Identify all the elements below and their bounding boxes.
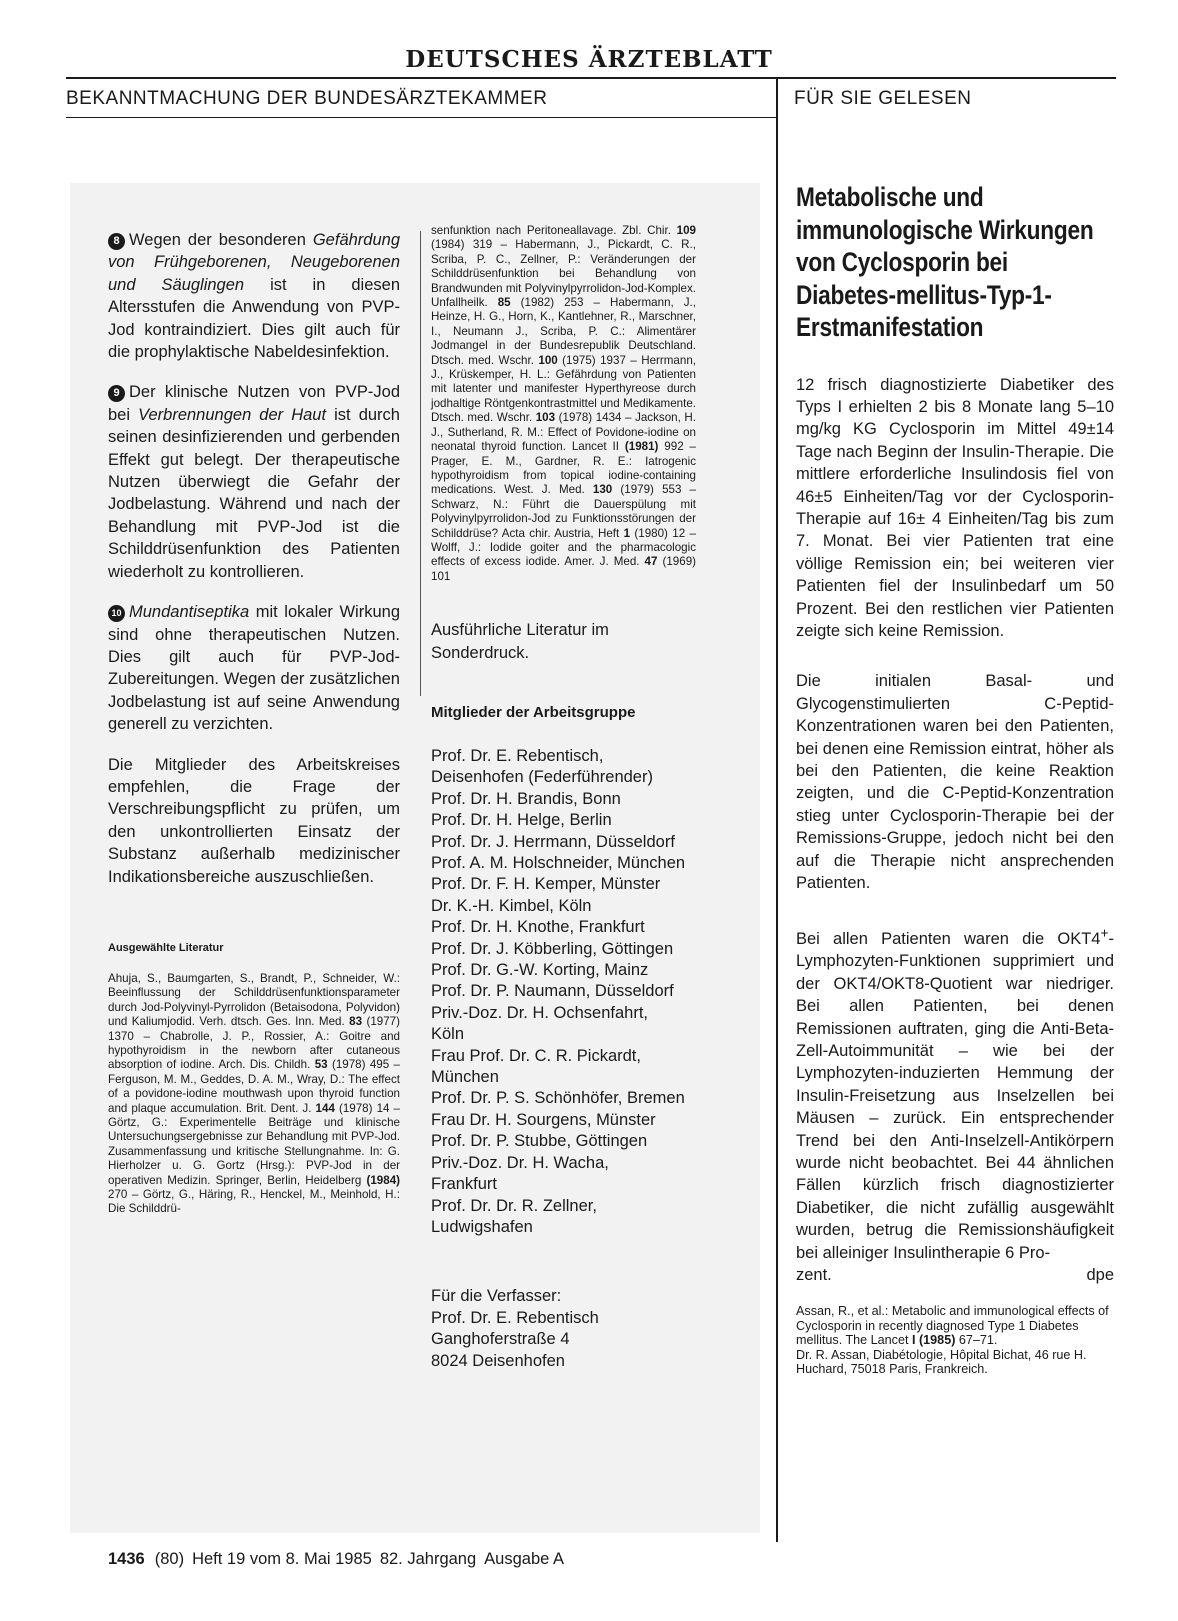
references-left: Ahuja, S., Baumgarten, S., Brandt, P., Schneider, W.: Beeinflussung der Schilddrüsenfunktionsparameter durch Jod-Polyvinyl-Pyrrolidon (Betaisodona, Polyvidon) und Kaliumjodid. Verh. dtsch. Ges. Inn. Med. 83 (1977) 1370 – Chabrolle, J. P., Rossier, A.: Goitre and hypothyroidism in the newborn after cutaneous absorption of iodine. Arch. Dis. Childh. 53 (1978) 495 – Ferguson, M. M., Geddes, D. A. M., Wray, D.: The effect of a povidone-iodine mouthwash upon thyroid function and plaque accumulation. Brit. Dent. J. 144 (1978) 14 – Görtz, G.: Experimentelle Beiträge und klinische Untersuchungsergebnisse zur Behandlung mit PVP-Jod. Zusammenfassung und kritische Stellungnahme. In: G. Hierholzer u. G. Gortz (Hrsg.): PVP-Jod in der operativen Medizin. Springer, Berlin, Heidelberg (1984) 270 – Görtz, G., Häring, R., Henckel, M., Meinhold, H.: Die Schilddrü- xyxy=(108,971,401,1216)
left-column xyxy=(108,229,400,1217)
members-heading: Mitglieder der Arbeitsgruppe xyxy=(431,703,636,721)
article-paragraph-1: 12 frisch diagnostizierte Diabetiker des Typs I erhielten 2 bis 8 Monate lang 5–10 mg/kg KG Cyclosporin im Mittel 49±14 Tage nach Beginn der Insulin-Therapie. Die mittlere erforderliche Insulindosis fiel von 46±5 Einheiten/Tag vor der Cyclosporin-Therapie auf 16± 4 Einheiten/Tag bis zum 7. Monat. Bei vier Patienten trat eine völlige Remission ein; bei weiteren vier Patienten fiel der Insulinbedarf um 50 Prozent. Bei den restlichen vier Patienten zeigte sich keine Remission. xyxy=(796,375,1114,640)
author-line: Für die Verfasser: xyxy=(431,1287,562,1306)
article-source: Assan, R., et al.: Metabolic and immunological effects of Cyclosporin in recently diagnosed Type 1 Diabetes mellitus. The Lancet I (1985) 67–71. Dr. R. Assan, Diabétologie, Hôpital Bichat, 46 rue H. Huchard, 75018 Paris, Frankreich. xyxy=(796,1304,1109,1377)
member-item: Deisenhofen (Federführender) xyxy=(431,768,653,787)
number-badge-9: 9 xyxy=(108,385,125,402)
literature-heading: Ausgewählte Literatur xyxy=(108,941,224,954)
member-item: Frankfurt xyxy=(431,1175,498,1194)
further-reading: Ausführliche Literatur im Sonderdruck. xyxy=(431,621,609,662)
page-footer xyxy=(108,1550,572,1569)
paragraph-10-text: Mundantiseptika mit lokaler Wirkung sind ohne therapeutischen Nutzen. Dies gilt auch für PVP-Jod-Zubereitungen. Wegen der zusätzlichen Jodbelastung ist auf seine Anwendung generell zu verzichten. xyxy=(108,603,400,734)
author-line: 8024 Deisenhofen xyxy=(431,1351,565,1370)
number-badge-8: 8 xyxy=(108,233,125,250)
member-item: Prof. Dr. H. Knothe, Frankfurt xyxy=(431,918,645,937)
page-number: 1436 xyxy=(108,1550,145,1568)
author-signature: dpe xyxy=(1086,1266,1114,1285)
recommendation-paragraph: Die Mitglieder des Arbeitskreises empfehlen, die Frage der Verschreibungspflicht zu prüfen, um den unkontrollierten Einsatz der Substanz außerhalb medizinischer Indikationsbereiche auszuschließen. xyxy=(108,755,400,886)
member-item: Prof. Dr. P. Naumann, Düsseldorf xyxy=(431,982,674,1001)
edition-info: Ausgabe A xyxy=(484,1550,564,1568)
member-item: Frau Dr. H. Sourgens, Münster xyxy=(431,1110,656,1129)
paragraph-9-text: Der klinische Nutzen von PVP-Jod bei Verbrennungen der Haut ist durch seinen desinfizierenden und gerbenden Effekt gut belegt. Der therapeutische Nutzen überwiegt die Gefahr der Jodbelastung. Während und nach der Behandlung mit PVP-Jod ist die Schilddrüsenfunktion des Patienten wiederholt zu kontrollieren. xyxy=(108,383,400,581)
author-line: Ganghoferstraße 4 xyxy=(431,1330,570,1349)
member-item: Ludwigshafen xyxy=(431,1217,533,1236)
member-item: Prof. Dr. J. Köbberling, Göttingen xyxy=(431,939,674,958)
article-paragraph-3 xyxy=(796,922,1114,1264)
section-rule xyxy=(66,117,776,118)
article-headline: Metabolische und immunologische Wirkungen von Cyclosporin bei Diabetes-mellitus-Typ-1-Erstmanifestation xyxy=(796,182,1094,342)
member-item: Prof. Dr. P. S. Schönhöfer, Bremen xyxy=(431,1089,685,1108)
issue-info: Heft 19 vom 8. Mai 1985 xyxy=(192,1550,372,1568)
header-rule xyxy=(66,77,1116,79)
article-paragraph-3-end xyxy=(796,1264,1114,1286)
member-item: Dr. K.-H. Kimbel, Köln xyxy=(431,896,592,915)
paragraph-8-text: Wegen der besonderen Gefährdung von Frühgeborenen, Neugeborenen und Säuglingen ist in diesen Altersstufen die Anwendung von PVP-Jod kontraindiziert. Dies gilt auch für die prophylaktische Nabeldesinfektion. xyxy=(108,231,401,362)
member-item: Köln xyxy=(431,1025,465,1044)
member-item: München xyxy=(431,1068,499,1087)
member-item: Prof. Dr. F. H. Kemper, Münster xyxy=(431,875,661,894)
member-item: Prof. Dr. G.-W. Korting, Mainz xyxy=(431,961,649,980)
member-item: Priv.-Doz. Dr. H. Wacha, xyxy=(431,1153,609,1172)
panel-divider xyxy=(420,231,421,696)
member-item: Prof. A. M. Holschneider, München xyxy=(431,854,686,872)
right-column xyxy=(796,181,1114,1376)
paragraph-8 xyxy=(108,229,400,363)
volume-info: 82. Jahrgang xyxy=(379,1550,477,1568)
article-paragraph-3-text: Bei allen Patienten waren die OKT4+-Lymphozyten-Funktionen supprimiert und der OKT4/OKT8-Quotient war niedriger. Bei allen Patienten, bei denen Remissionen auftraten, ging die Anti-Beta-Zell-Autoimmunität – wie bei der Lymphozyten-induzierten Hemmung der Insulin-Freisetzung aus Inselzellen bei Mäusen – zurück. Ein entsprechender Trend bei den Anti-Inselzell-Antikörpern wurde nicht beobachtet. Bei 44 ähnlichen Fällen kürzlich frisch diagnostizierter Diabetiker, die nicht zufällig ausgewählt wurden, betrug die Remissionshäufigkeit bei alleiniger Insulintherapie 6 Pro- xyxy=(796,925,1114,1262)
paragraph-9 xyxy=(108,381,400,583)
member-item: Prof. Dr. E. Rebentisch, xyxy=(431,746,604,765)
column-rule xyxy=(776,77,778,1542)
member-item: Prof. Dr. H. Brandis, Bonn xyxy=(431,789,621,808)
member-item: Frau Prof. Dr. C. R. Pickardt, xyxy=(431,1046,641,1065)
member-item: Prof. Dr. P. Stubbe, Göttingen xyxy=(431,1132,648,1151)
number-badge-10: 10 xyxy=(108,605,125,622)
section-title-left: BEKANNTMACHUNG DER BUNDESÄRZTEKAMMER xyxy=(66,88,548,109)
member-item: Prof. Dr. J. Herrmann, Düsseldorf xyxy=(431,832,675,851)
page-number-alt: (80) xyxy=(154,1550,185,1568)
references-middle: senfunktion nach Peritoneallavage. Zbl. Chir. 109 (1984) 319 – Habermann, J., Pickardt, C. R., Scriba, P. C., Zellner, P.: Veränderungen der Schilddrüsenfunktion bei Behandlung von Brandwunden mit Polyvinylpyrrolidon-Jod-Komplex. Unfallheilk. 85 (1982) 253 – Habermann, J., Heinze, H. G., Horn, K., Kantlehner, R., Marschner, I., Neumann J., Scriba, P. C.: Alimentärer Jodmangel in der Bundesrepublik Deutschland. Dtsch. med. Wschr. 100 (1975) 1937 – Herrmann, J., Krüskemper, H. L.: Gefährdung von Patienten mit latenter und manifester Hyperthyreose durch jodhaltige Röntgenkontrastmittel und Medikamente. Dtsch. med. Wschr. 103 (1978) 1434 – Jackson, H. J., Sutherland, R. M.: Effect of Povidone-iodine on neonatal thyroid function. Lancet II (1981) 992 – Prager, E. M., Gardner, R. E.: Iatrogenic hypothyroidism from topical iodine-containing medications. West. J. Med. 130 (1979) 553 – Schwarz, N.: Führt die Dauerspülung mit Polyvinylpyrrolidon-Jod zu Funktionsstörungen der Schilddrüse? Acta chir. Austria, Heft 1 (1980) 12 – Wolff, J.: Iodide goiter and the pharmacologic effects of excess iodide. Amer. J. Med. 47 (1969) 101 xyxy=(431,224,697,583)
paragraph-10 xyxy=(108,601,400,735)
masthead: DEUTSCHES ÄRZTEBLATT xyxy=(405,46,773,73)
author-line: Prof. Dr. E. Rebentisch xyxy=(431,1308,599,1327)
article-paragraph-2: Die initialen Basal- und Glycogenstimulierten C-Peptid-Konzentrationen waren bei den Patienten, bei denen eine Remission eintrat, höher als bei den Patienten, die keine Reaktion zeigten, und die C-Peptid-Konzentration stieg unter Cyclosporin-Therapie bei der Remissions-Gruppe, jedoch nicht bei den auf die Therapie nicht ansprechenden Patienten. xyxy=(796,672,1114,893)
article-paragraph-3-tail: zent. xyxy=(796,1266,832,1285)
member-item: Prof. Dr. H. Helge, Berlin xyxy=(431,811,612,830)
middle-column xyxy=(431,224,743,1372)
member-item: Priv.-Doz. Dr. H. Ochsenfahrt, xyxy=(431,1003,648,1022)
member-item: Prof. Dr. Dr. R. Zellner, xyxy=(431,1196,597,1215)
members-list xyxy=(431,746,743,1238)
section-title-right: FÜR SIE GELESEN xyxy=(794,88,972,109)
authors-block xyxy=(431,1286,743,1372)
